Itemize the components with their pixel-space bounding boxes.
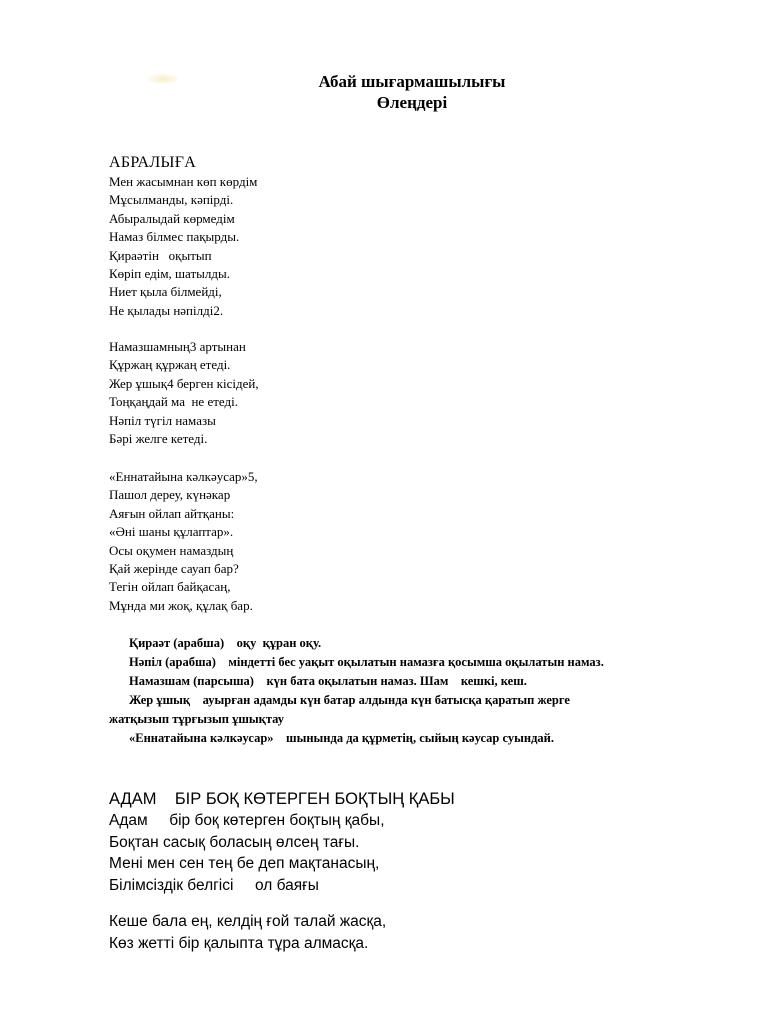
poem-line: Мені мен сен тең бе деп мақтанасың, (109, 855, 380, 872)
poem1-stanza-3 (109, 468, 258, 615)
poem-line: Тегін ойлап байқасаң, (109, 579, 231, 595)
poem-line: Көріп едім, шатылды. (109, 265, 230, 281)
poem-line: Қай жерінде сауап бар? (109, 560, 239, 576)
poem-line: Қираәтін оқытып (109, 247, 212, 263)
poem-line: «Әні шаны құлаптар». (109, 524, 234, 540)
footnote: Қираәт (арабша) оқу құран оқу. (129, 636, 322, 650)
footnote: Намазшам (парсыша) күн бата оқылатын намаз. Шам кешкі, кеш. (129, 674, 527, 688)
footnote: «Еннатайына кәлкәусар» шынында да құрметің, сыйың кәусар суындай. (129, 731, 554, 745)
document-title: Абай шығармашылығы (318, 72, 506, 91)
footnote: Нәпіл (арабша) міндетті бес уақыт оқылатын намазға қосымша оқылатын намаз. (129, 655, 604, 669)
poem-line: Пашол дереу, күнәкар (109, 487, 231, 503)
poem1-stanza-2 (109, 338, 259, 448)
document-subtitle: Өлеңдері (376, 93, 448, 112)
poem-line: Мен жасымнан көп көрдім (109, 174, 258, 189)
poem1-stanza-1 (109, 173, 257, 320)
poem-line: Кеше бала ең, келдің ғой талай жасқа, (109, 913, 387, 930)
footnote: Жер ұшық ауырған адамды күн батар алдында күн батысқа қаратып жерге (129, 693, 570, 707)
poem-line: Бәрі желге кетеді. (109, 430, 208, 446)
poem-line: Нәпіл түгіл намазы (109, 412, 216, 428)
poem-line: Ниет қыла білмейді, (109, 284, 222, 300)
poem-line: Білімсіздік белгісі ол баяғы (109, 876, 319, 894)
poem-line: «Еннатайына кәлкәусар»5, (109, 469, 258, 484)
poem-line: Аяғын ойлап айтқаны: (109, 505, 235, 521)
poem-line: Адам бір боқ көтерген боқтың қабы, (109, 812, 385, 829)
poem-line: Абыралыдай көрмедім (109, 210, 235, 226)
poem-line: Көз жетті бір қалыпта тұра алмасқа. (109, 934, 369, 952)
poem-line: Намазшамның3 артынан (109, 339, 246, 354)
poem-line: Намаз білмес пақырды. (109, 229, 240, 245)
footnote: жатқызып тұрғызып ұшықтау (109, 712, 285, 726)
poem1-heading: АБРАЛЫҒА (109, 154, 197, 171)
poem2-stanza-2 (109, 911, 386, 954)
footnotes (109, 634, 729, 748)
poem-line: Не қылады нәпілді2. (109, 302, 224, 318)
poem-line: Боқтан сасық боласың өлсең тағы. (109, 833, 360, 851)
poem-line: Тоңқаңдай ма не етеді. (109, 394, 238, 410)
poem2-stanza-1 (109, 810, 385, 896)
poem-line: Жер ұшық4 берген кісідей, (109, 375, 259, 391)
poem-line: Мұсылманды, кәпірді. (109, 192, 234, 208)
poem-line: Мұнда ми жоқ, құлақ бар. (109, 597, 253, 613)
poem-line: Құржаң құржаң етеді. (109, 357, 231, 373)
poem-line: Осы оқумен намаздың (109, 542, 234, 558)
poem2-heading: АДАМ БІР БОҚ КӨТЕРГЕН БОҚТЫҢ ҚАБЫ (109, 790, 455, 808)
